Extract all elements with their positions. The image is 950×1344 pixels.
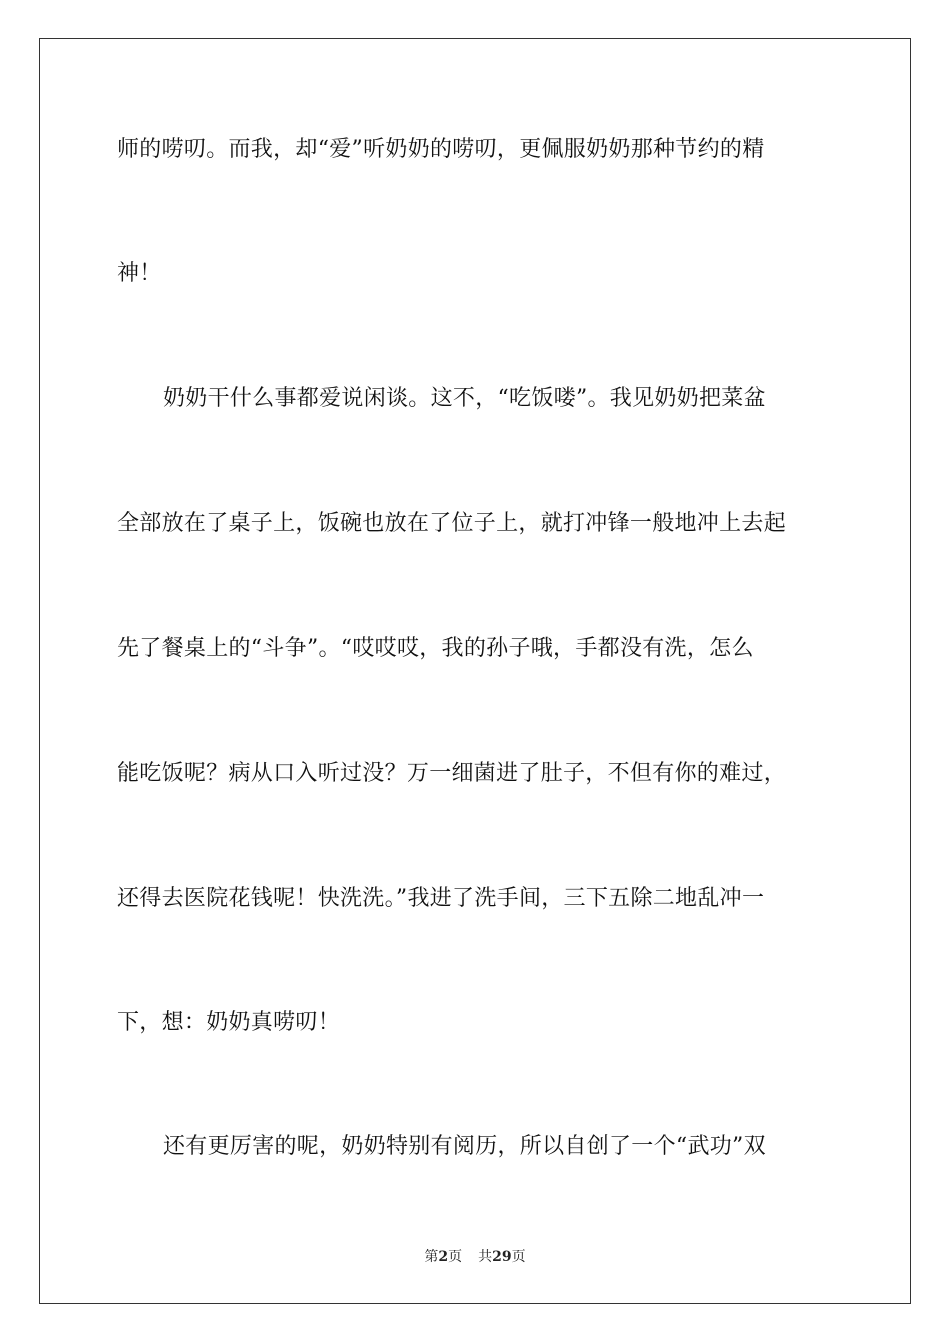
total-prefix: 共 (478, 1249, 493, 1265)
paragraph-start-line: 奶奶干什么事都爱说闲谈。这不，“吃饭喽”。我见奶奶把菜盆 (163, 386, 766, 411)
text-line-8: 下，想：奶奶真唠叨！ (117, 1010, 341, 1035)
page-suffix: 页 (448, 1249, 463, 1265)
text-line-6: 能吃饭呢？病从口入听过没？万一细菌进了肚子，不但有你的难过， (117, 761, 787, 786)
total-suffix: 页 (511, 1249, 526, 1265)
text-line-7: 还得去医院花钱呢！快洗洗。”我进了洗手间，三下五除二地乱冲一 (117, 886, 765, 911)
page-border (39, 38, 911, 1304)
page-prefix: 第 (424, 1249, 439, 1265)
paragraph-start-line-2: 还有更厉害的呢，奶奶特别有阅历，所以自创了一个“武功”双 (163, 1134, 766, 1159)
page-number: 2 (438, 1249, 449, 1265)
text-line-5: 先了餐桌上的“斗争”。“哎哎哎，我的孙子哦，手都没有洗，怎么 (117, 636, 754, 661)
text-line-2: 神！ (117, 261, 162, 286)
total-pages: 29 (492, 1249, 512, 1265)
page-footer (0, 1247, 950, 1267)
text-line-1: 师的唠叨。而我，却“爱”听奶奶的唠叨，更佩服奶奶那种节约的精 (117, 137, 765, 162)
text-line-4: 全部放在了桌子上，饭碗也放在了位子上，就打冲锋一般地冲上去起 (117, 511, 787, 536)
